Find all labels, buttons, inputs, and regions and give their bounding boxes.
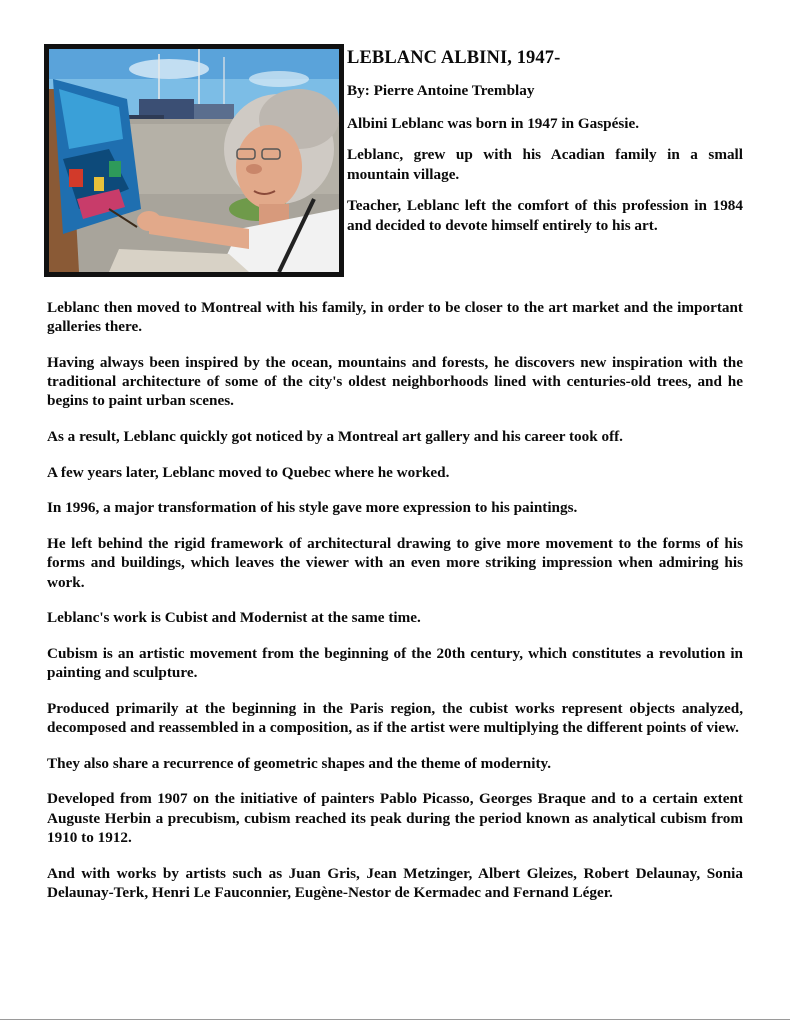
body-paragraph: Produced primarily at the beginning in the Paris region, the cubist works represent objects analyzed, decomposed and reassembled in a composition, as if the artist were multiplying the different points of view. xyxy=(47,699,743,737)
body-paragraph: He left behind the rigid framework of architectural drawing to give more movement to the forms of his forms and buildings, which leaves the viewer with an even more striking impression when admiring his work. xyxy=(47,535,743,591)
body-paragraph: And with works by artists such as Juan Gris, Jean Metzinger, Albert Gleizes, Robert Delaunay, Sonia Delaunay-Terk, Henri Le Fauconnier, Eugène-Nestor de Kermadec and Fernand Léger. xyxy=(47,864,743,901)
body-paragraph: A few years later, Leblanc moved to Quebec where he worked. xyxy=(47,463,450,481)
body-paragraph: They also share a recurrence of geometric shapes and the theme of modernity. xyxy=(47,754,552,772)
body-paragraph: Leblanc then moved to Montreal with his family, in order to be closer to the art market and the important galleries there. xyxy=(47,299,743,336)
body-paragraph: Cubism is an artistic movement from the beginning of the 20th century, which constitutes a revolution in painting and sculpture. xyxy=(47,644,743,682)
page-title: LEBLANC ALBINI, 1947- xyxy=(347,48,561,68)
intro-paragraph: Leblanc, grew up with his Acadian family in a small mountain village. xyxy=(347,146,743,183)
intro-paragraph: Teacher, Leblanc left the comfort of this profession in 1984 and decided to devote himself entirely to his art. xyxy=(347,197,743,234)
byline: By: Pierre Antoine Tremblay xyxy=(347,82,535,99)
article-body xyxy=(47,298,743,918)
body-paragraph: Leblanc's work is Cubist and Modernist at the same time. xyxy=(47,609,421,627)
artist-painting-photo xyxy=(49,49,339,272)
body-paragraph: In 1996, a major transformation of his style gave more expression to his paintings. xyxy=(47,499,578,517)
body-paragraph: As a result, Leblanc quickly got noticed by a Montreal art gallery and his career took off. xyxy=(47,428,623,446)
page-bottom-divider xyxy=(0,1019,790,1020)
intro-paragraph: Albini Leblanc was born in 1947 in Gaspésie. xyxy=(347,114,639,132)
body-paragraph: Having always been inspired by the ocean, mountains and forests, he discovers new inspiration with the traditional architecture of some of the city's oldest neighborhoods lined with centuries-old trees, and he begins to paint urban scenes. xyxy=(47,353,743,410)
body-paragraph: Developed from 1907 on the initiative of painters Pablo Picasso, Georges Braque and to a certain extent Auguste Herbin a precubism, cubism reached its peak during the period known as analytical cubism from 1910 to 1912. xyxy=(47,790,743,846)
artist-photo xyxy=(44,44,344,277)
header-block xyxy=(347,46,743,247)
